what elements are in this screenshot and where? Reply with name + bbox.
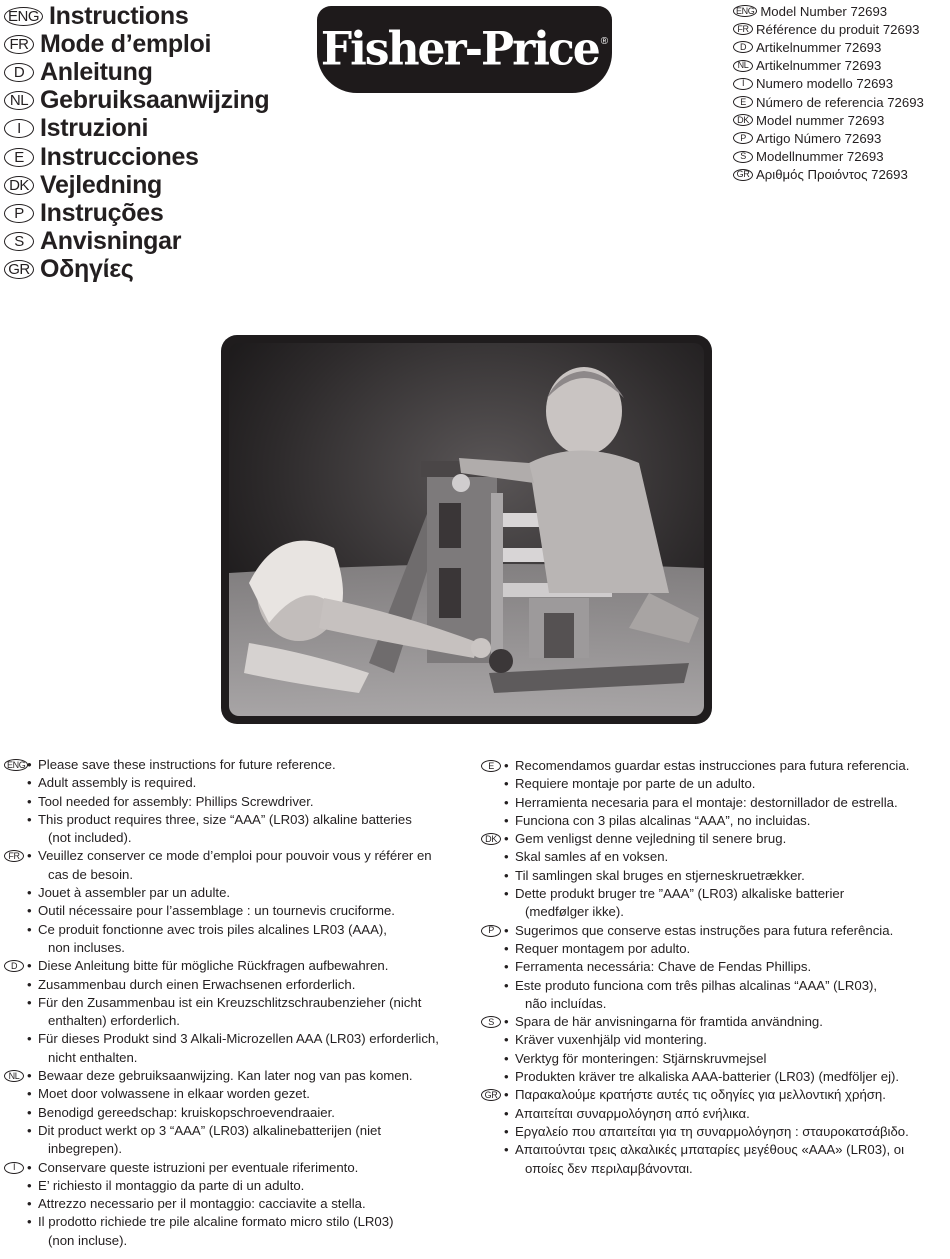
instruction-text: Bewaar deze gebruiksaanwijzing. Kan later nog van pas komen. (38, 1068, 413, 1084)
language-title (4, 30, 269, 58)
language-title-text: Gebruiksaanwijzing (40, 86, 270, 115)
language-title-list (4, 2, 269, 284)
language-code-badge: FR (4, 35, 34, 54)
bullet-icon: • (27, 1159, 32, 1175)
model-number-text: Número de referencia 72693 (756, 94, 924, 110)
bullet-icon: • (504, 1123, 509, 1139)
instruction-item (481, 794, 941, 812)
instruction-item (4, 902, 464, 920)
model-number-text: Numero modello 72693 (756, 76, 894, 92)
language-instruction-block (481, 1086, 941, 1177)
language-code-badge: P (4, 204, 34, 223)
language-code-badge: S (481, 1016, 501, 1028)
instruction-item (4, 1122, 464, 1159)
language-code-badge: P (481, 925, 501, 937)
bullet-icon: • (504, 1032, 509, 1048)
instruction-item (4, 1159, 464, 1177)
language-title (4, 115, 269, 143)
instruction-text: Herramienta necesaria para el montaje: destornillador de estrella. (515, 794, 898, 810)
language-instruction-block (481, 830, 941, 921)
instruction-text: Απαιτούνται τρεις αλκαλικές μπαταρίες μεγέθους «AAA» (LR03), οι (515, 1142, 905, 1158)
instruction-text: Recomendamos guardar estas instrucciones para futura referencia. (515, 758, 910, 773)
instruction-text: Tool needed for assembly: Phillips Screwdriver. (38, 793, 314, 809)
instruction-text: Outil nécessaire pour l’assemblage : un tournevis cruciforme. (38, 903, 395, 919)
instruction-item (4, 793, 464, 811)
instruction-item (481, 1068, 941, 1086)
model-number-text: Model nummer 72693 (756, 112, 885, 128)
bullet-icon: • (27, 958, 32, 974)
bullet-icon: • (27, 994, 32, 1010)
logo-text: Fisher-Price (320, 22, 599, 77)
instruction-text: Gem venligst denne vejledning til senere brug. (515, 831, 787, 847)
instructions-right-column (481, 757, 941, 1178)
language-title-text: Instruções (40, 198, 164, 227)
bullet-icon: • (27, 757, 32, 772)
language-code-badge: NL (4, 91, 34, 110)
language-title-text: Vejledning (40, 170, 163, 199)
instruction-item (481, 1050, 941, 1068)
bullet-icon: • (504, 831, 509, 847)
instruction-text: Εργαλείο που απαιτείται για τη συναρμολόγηση : σταυροκατσάβιδο. (515, 1123, 909, 1139)
language-code-badge: I (4, 119, 34, 138)
language-title-text: Istruzioni (40, 114, 149, 143)
instruction-item (481, 867, 941, 885)
instruction-text: Veuillez conserver ce mode d’emploi pour pouvoir vous y référer en (38, 848, 432, 864)
language-title (4, 87, 269, 115)
instruction-text: Kräver vuxenhjälp vid montering. (515, 1032, 708, 1048)
model-number (733, 111, 924, 129)
instruction-item (481, 1031, 941, 1049)
instruction-item (481, 1086, 941, 1104)
instruction-text: Spara de här anvisningarna för framtida användning. (515, 1014, 823, 1030)
instruction-item (481, 940, 941, 958)
language-title (4, 2, 269, 30)
instruction-item (4, 1030, 464, 1067)
instruction-text-continued: non incluses. (48, 939, 125, 955)
instruction-text: Für dieses Produkt sind 3 Alkali-Microzellen AAA (LR03) erforderlich, (38, 1031, 439, 1047)
instruction-text: Moet door volwassene in elkaar worden gezet. (38, 1086, 310, 1102)
instruction-item (4, 976, 464, 994)
language-title-text: Οδηγίες (40, 255, 134, 284)
bullet-icon: • (27, 885, 32, 901)
bullet-icon: • (504, 977, 509, 993)
model-number (733, 166, 924, 184)
instruction-item (481, 922, 941, 940)
instruction-text-continued: (medfølger ikke). (525, 904, 624, 920)
language-title (4, 58, 269, 86)
instruction-text: Für den Zusammenbau ist ein Kreuzschlitzschraubenzieher (nicht (38, 994, 422, 1010)
bullet-icon: • (504, 1105, 509, 1121)
bullet-icon: • (27, 1031, 32, 1047)
instruction-item (481, 1105, 941, 1123)
language-code-badge: FR (4, 850, 24, 862)
fisher-price-logo (317, 6, 612, 93)
language-code-badge: D (4, 960, 24, 972)
language-code-badge: DK (733, 114, 753, 126)
bullet-icon: • (504, 886, 509, 902)
model-number (733, 129, 924, 147)
instruction-text-continued: inbegrepen). (48, 1141, 123, 1157)
bullet-icon: • (504, 812, 509, 828)
model-number (733, 75, 924, 93)
instruction-text: Zusammenbau durch einen Erwachsenen erforderlich. (38, 976, 356, 992)
bullet-icon: • (27, 811, 32, 827)
instruction-text-continued: não incluídas. (525, 995, 607, 1011)
bullet-icon: • (27, 903, 32, 919)
bullet-icon: • (27, 921, 32, 937)
language-code-badge: GR (733, 169, 753, 181)
instruction-text: Παρακαλούμε κρατήστε αυτές τις οδηγίες για μελλοντική χρήση. (515, 1087, 886, 1103)
instruction-text: Απαιτείται συναρμολόγηση από ενήλικα. (515, 1105, 750, 1121)
language-code-badge: FR (733, 23, 753, 35)
instruction-text: Requiere montaje por parte de un adulto. (515, 776, 756, 792)
bullet-icon: • (504, 758, 509, 773)
instruction-item (4, 994, 464, 1031)
bullet-icon: • (27, 1086, 32, 1102)
bullet-icon: • (504, 1087, 509, 1103)
instructions-left-column (4, 756, 464, 1250)
model-number (733, 148, 924, 166)
instruction-item (481, 830, 941, 848)
product-photo-frame (221, 335, 712, 724)
bullet-icon: • (27, 1068, 32, 1084)
instruction-text-continued: cas de besoin. (48, 866, 134, 882)
language-title (4, 228, 269, 256)
instruction-text: Jouet à assembler par un adulte. (38, 885, 231, 901)
language-code-badge: GR (4, 260, 34, 279)
bullet-icon: • (27, 775, 32, 791)
model-number-text: Artikelnummer 72693 (756, 58, 882, 74)
bullet-icon: • (27, 1104, 32, 1120)
language-title-text: Anvisningar (40, 227, 182, 256)
language-code-badge: GR (481, 1089, 501, 1101)
language-instruction-block (4, 756, 464, 847)
language-code-badge: D (733, 41, 753, 53)
bullet-icon: • (27, 848, 32, 864)
language-code-badge: DK (4, 176, 34, 195)
bullet-icon: • (504, 794, 509, 810)
instruction-item (4, 1213, 464, 1250)
bullet-icon: • (504, 940, 509, 956)
model-number (733, 2, 924, 20)
language-code-badge: S (4, 232, 34, 251)
instruction-item (4, 811, 464, 848)
language-code-badge: I (733, 78, 753, 90)
instruction-item (4, 957, 464, 975)
model-number (733, 20, 924, 38)
bullet-icon: • (504, 1142, 509, 1158)
instruction-text: Dette produkt bruger tre ”AAA” (LR03) alkaliske batterier (515, 886, 845, 902)
bullet-icon: • (504, 867, 509, 883)
instruction-text: Til samlingen skal bruges en stjerneskruetrækker. (515, 867, 805, 883)
language-code-badge: DK (481, 833, 501, 845)
language-code-badge: ENG (733, 5, 757, 17)
language-instruction-block (481, 922, 941, 1013)
instruction-text: Produkten kräver tre alkaliska AAA-batterier (LR03) (medföljer ej). (515, 1069, 900, 1085)
instruction-text: Adult assembly is required. (38, 775, 197, 791)
instruction-text-continued: (not included). (48, 830, 132, 846)
instruction-text-continued: (non incluse). (48, 1232, 128, 1248)
instruction-text: Dit product werkt op 3 “AAA” (LR03) alkalinebatterijen (niet (38, 1122, 382, 1138)
language-title-text: Instrucciones (40, 142, 199, 171)
language-code-badge: E (4, 148, 34, 167)
instruction-item (481, 1123, 941, 1141)
language-code-badge: ENG (4, 7, 43, 26)
instruction-text: This product requires three, size “AAA” (LR03) alkaline batteries (38, 811, 412, 827)
instruction-text: Skal samles af en voksen. (515, 849, 669, 865)
instruction-text: Ce produit fonctionne avec trois piles alcalines LR03 (AAA), (38, 921, 387, 937)
instruction-text: Diese Anleitung bitte für mögliche Rückfragen aufbewahren. (38, 958, 389, 974)
instruction-text-continued: nicht enthalten. (48, 1049, 138, 1065)
language-instruction-block (4, 1067, 464, 1158)
language-code-badge: NL (733, 60, 753, 72)
language-code-badge: S (733, 151, 753, 163)
language-code-badge: E (481, 760, 501, 772)
instruction-item (4, 1177, 464, 1195)
language-code-badge: I (4, 1162, 24, 1174)
instruction-text: Ferramenta necessária: Chave de Fendas Phillips. (515, 959, 812, 975)
instruction-item (481, 1013, 941, 1031)
instruction-text: Requer montagem por adulto. (515, 940, 691, 956)
bullet-icon: • (27, 1214, 32, 1230)
instruction-text: Please save these instructions for future reference. (38, 757, 336, 772)
instruction-item (4, 774, 464, 792)
language-title-text: Anleitung (40, 57, 153, 86)
instruction-text: Sugerimos que conserve estas instruções para futura referência. (515, 922, 894, 938)
bullet-icon: • (504, 1014, 509, 1030)
language-title-text: Mode d’emploi (40, 29, 212, 58)
instruction-item (481, 848, 941, 866)
bullet-icon: • (504, 1050, 509, 1066)
bullet-icon: • (504, 959, 509, 975)
bullet-icon: • (27, 1196, 32, 1212)
instruction-item (4, 884, 464, 902)
instruction-item (4, 1104, 464, 1122)
instruction-text-continued: enthalten) erforderlich. (48, 1013, 180, 1029)
model-number-text: Model Number 72693 (760, 3, 888, 19)
language-instruction-block (4, 1159, 464, 1250)
language-code-badge: E (733, 96, 753, 108)
model-number-text: Artigo Número 72693 (756, 130, 882, 146)
model-number-text: Αριθμός Προιόντος 72693 (756, 167, 908, 183)
language-instruction-block (4, 957, 464, 1067)
language-title (4, 256, 269, 284)
instruction-item (4, 1195, 464, 1213)
language-title-text: Instructions (49, 1, 189, 30)
instruction-text: Verktyg för monteringen: Stjärnskruvmejsel (515, 1050, 767, 1066)
model-number (733, 93, 924, 111)
instruction-text: E’ richiesto il montaggio da parte di un adulto. (38, 1177, 305, 1193)
model-number-text: Référence du produit 72693 (756, 21, 920, 37)
instruction-item (4, 847, 464, 884)
model-number-text: Artikelnummer 72693 (756, 39, 882, 55)
instruction-item (481, 812, 941, 830)
instruction-text: Benodigd gereedschap: kruiskopschroevendraaier. (38, 1104, 335, 1120)
bullet-icon: • (27, 1177, 32, 1193)
instruction-text: Attrezzo necessario per il montaggio: cacciavite a stella. (38, 1196, 366, 1212)
instruction-text: Conservare queste istruzioni per eventuale riferimento. (38, 1159, 359, 1175)
instruction-item (481, 757, 941, 775)
language-code-badge: D (4, 63, 34, 82)
bullet-icon: • (27, 976, 32, 992)
model-number (733, 57, 924, 75)
language-instruction-block (481, 757, 941, 830)
bullet-icon: • (504, 849, 509, 865)
instruction-text-continued: οποίες δεν περιλαμβάνονται. (525, 1160, 693, 1176)
instruction-text: Il prodotto richiede tre pile alcaline formato micro stilo (LR03) (38, 1214, 394, 1230)
bullet-icon: • (27, 793, 32, 809)
instruction-item (481, 885, 941, 922)
model-number-list (733, 2, 924, 184)
bullet-icon: • (504, 922, 509, 938)
bullet-icon: • (504, 1069, 509, 1085)
instruction-item (4, 921, 464, 958)
bullet-icon: • (27, 1122, 32, 1138)
instruction-text: Este produto funciona com três pilhas alcalinas “AAA” (LR03), (515, 977, 878, 993)
language-instruction-block (481, 1013, 941, 1086)
children-playing-parking-garage-photo (229, 343, 704, 716)
instruction-item (481, 977, 941, 1014)
language-code-badge: NL (4, 1070, 24, 1082)
language-title (4, 171, 269, 199)
language-code-badge: P (733, 132, 753, 144)
language-title (4, 143, 269, 171)
product-photo-illustration (229, 343, 704, 716)
instruction-item (481, 1141, 941, 1178)
instruction-text: Funciona con 3 pilas alcalinas “AAA”, no incluidas. (515, 812, 811, 828)
instruction-item (481, 958, 941, 976)
model-number (733, 38, 924, 56)
instruction-item (4, 756, 464, 774)
language-title (4, 199, 269, 227)
model-number-text: Modellnummer 72693 (756, 149, 884, 165)
instruction-item (481, 775, 941, 793)
bullet-icon: • (504, 776, 509, 792)
language-instruction-block (4, 847, 464, 957)
instruction-item (4, 1085, 464, 1103)
instruction-item (4, 1067, 464, 1085)
registered-mark: ® (600, 36, 609, 47)
language-code-badge: ENG (4, 759, 28, 771)
